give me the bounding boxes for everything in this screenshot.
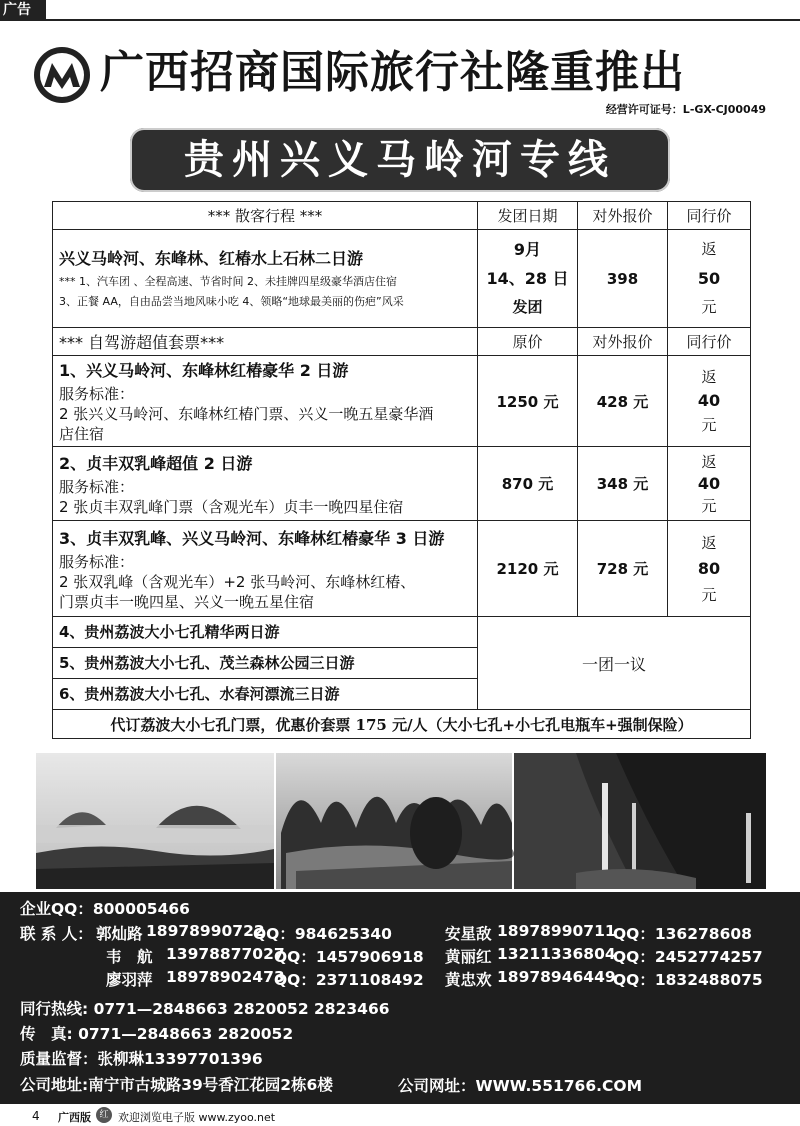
group-tour-price: 398 — [578, 230, 668, 328]
service-label: 服务标准： — [59, 385, 135, 403]
company-logo-icon — [32, 45, 92, 105]
edition-label: 广西版 — [58, 1111, 91, 1124]
package-title: 3、贞丰双乳峰、兴义马岭河、东峰林红椿豪华 3 日游 — [59, 528, 445, 548]
tour-price-table — [52, 201, 751, 739]
contact-name: 黄忠欢 — [445, 971, 492, 989]
contact-name: 韦 航 — [106, 948, 153, 966]
edition-badge-icon: 红 — [96, 1107, 112, 1123]
top-divider — [0, 19, 800, 21]
scenery-photo-strip — [36, 753, 766, 889]
package-peer-price — [668, 447, 751, 521]
route-banner: 贵州兴义马岭河专线 — [130, 128, 670, 192]
contact-phone: 13978877027 — [166, 945, 285, 963]
group-tour-row — [53, 230, 751, 328]
package-row — [53, 356, 751, 447]
service-line: 2 张双乳峰（含观光车）+2 张马岭河、东峰林红椿、 — [59, 572, 416, 591]
header-peer-price: 同行价 — [668, 328, 751, 356]
package-price: 428 元 — [578, 356, 668, 447]
quality-supervisor: 质量监督：张柳琳13397701396 — [20, 1050, 263, 1068]
package-peer-price — [668, 356, 751, 447]
group-tour-note: 3、正餐 AA，自由品尝当地风味小吃 4、领略“地球最美丽的伤疤”风采 — [59, 294, 404, 308]
contact-name: 黄丽红 — [445, 948, 492, 966]
negotiable-price: 一团一议 — [478, 617, 751, 710]
package-price: 348 元 — [578, 447, 668, 521]
group-tour-date — [478, 230, 578, 328]
header-public-price: 对外报价 — [578, 328, 668, 356]
contact-qq: QQ：1457906918 — [274, 948, 424, 966]
contact-phone: 13211336804 — [497, 945, 616, 963]
peer-line: 返 — [701, 368, 717, 386]
package-description — [53, 356, 478, 447]
contact-phone: 18978990711 — [497, 922, 616, 940]
headline: 广西招商国际旅行社隆重推出 — [100, 47, 685, 98]
date-line: 14、28 日 — [486, 269, 569, 288]
photo-karst-peaks — [36, 753, 274, 889]
service-label: 服务标准： — [59, 552, 135, 571]
contact-name: 郭灿路 — [96, 925, 143, 943]
peer-line: 元 — [701, 298, 717, 316]
extra-tour-title: 6、贵州荔波大小七孔、水春河漂流三日游 — [53, 679, 478, 710]
package-original-price: 870 元 — [478, 447, 578, 521]
header-departure-date: 发团日期 — [478, 202, 578, 230]
group-tour-note: *** 1、汽车团 、全程高速、节省时间 2、未挂牌四星级豪华酒店住宿 — [59, 274, 397, 288]
contact-qq: QQ：984625340 — [253, 925, 392, 943]
contact-phone: 18978946449 — [497, 968, 616, 986]
package-peer-price — [668, 521, 751, 617]
header-self-drive: *** 自驾游超值套票*** — [53, 328, 478, 356]
peer-hotline: 同行热线: 0771—2848663 2820052 2823466 — [20, 1000, 390, 1018]
peer-line: 40 — [697, 473, 721, 493]
ticket-offer-row — [53, 710, 751, 739]
header-group-itinerary: *** 散客行程 *** — [53, 202, 478, 230]
peer-line: 元 — [701, 496, 717, 515]
photo-peak-forest — [276, 753, 514, 889]
ad-label: 广告 — [0, 0, 46, 20]
peer-line: 元 — [701, 585, 717, 604]
group-tour-description — [53, 230, 478, 328]
company-address: 公司地址:南宁市古城路39号香江花园2栋6楼 — [20, 1076, 333, 1094]
peer-line: 返 — [701, 452, 717, 471]
service-line: 店住宿 — [59, 425, 105, 443]
company-website[interactable]: 公司网址：WWW.551766.COM — [398, 1077, 642, 1095]
header-public-price: 对外报价 — [578, 202, 668, 230]
site-slogan[interactable]: 欢迎浏览电子版 www.zyoo.net — [118, 1111, 276, 1124]
date-line: 发团 — [512, 298, 543, 316]
extra-tour-title: 4、贵州荔波大小七孔精华两日游 — [53, 617, 478, 648]
page-number: 4 — [32, 1109, 40, 1123]
contact-name: 廖羽萍 — [106, 971, 153, 989]
peer-line: 80 — [697, 558, 721, 578]
self-drive-header-row — [53, 328, 751, 356]
peer-line: 40 — [697, 391, 721, 410]
fax-number: 传 真: 0771—2848663 2820052 — [20, 1025, 294, 1043]
contact-qq: QQ：2371108492 — [274, 971, 424, 989]
ticket-offer-note: 代订荔波大小七孔门票，优惠价套票 175 元/人（大小七孔+小七孔电瓶车+强制保险） — [53, 710, 751, 739]
enterprise-qq: 企业QQ：800005466 — [20, 900, 190, 918]
contact-phone: 18978902473 — [166, 968, 285, 986]
header-peer-price: 同行价 — [668, 202, 751, 230]
contact-name: 安星敌 — [445, 925, 492, 943]
scenery-photos — [36, 753, 766, 889]
license-number: 经营许可证号：L-GX-CJ00049 — [605, 103, 766, 116]
peer-line: 元 — [701, 416, 717, 434]
group-tour-title: 兴义马岭河、东峰林、红椿水上石林二日游 — [59, 248, 364, 268]
service-line: 2 张贞丰双乳峰门票（含观光车）贞丰一晚四星住宿 — [59, 497, 404, 516]
package-description — [53, 447, 478, 521]
extra-tour-row — [53, 617, 751, 648]
contact-phone: 18978990722 — [146, 922, 265, 940]
contact-qq: QQ：2452774257 — [613, 948, 763, 966]
package-title: 2、贞丰双乳峰超值 2 日游 — [59, 453, 253, 473]
contact-qq: QQ：136278608 — [613, 925, 752, 943]
peer-line: 50 — [697, 269, 721, 288]
extra-tour-title: 5、贵州荔波大小七孔、茂兰森林公园三日游 — [53, 648, 478, 679]
package-row — [53, 521, 751, 617]
group-tour-peer-price — [668, 230, 751, 328]
package-original-price: 1250 元 — [478, 356, 578, 447]
package-original-price: 2120 元 — [478, 521, 578, 617]
package-row — [53, 447, 751, 521]
contacts-label: 联 系 人： — [20, 925, 93, 943]
service-label: 服务标准： — [59, 477, 135, 496]
page-footer — [0, 1104, 800, 1126]
header-original-price: 原价 — [478, 328, 578, 356]
peer-line: 返 — [701, 533, 717, 552]
contact-panel — [0, 892, 800, 1104]
package-price: 728 元 — [578, 521, 668, 617]
package-title: 1、兴义马岭河、东峰林红椿豪华 2 日游 — [59, 361, 349, 380]
service-line: 2 张兴义马岭河、东峰林红椿门票、兴义一晚五星豪华酒 — [59, 405, 434, 423]
date-line: 9月 — [513, 240, 542, 259]
contact-qq: QQ：1832488075 — [613, 971, 763, 989]
service-line: 门票贞丰一晚四星、兴义一晚五星住宿 — [59, 592, 315, 611]
peer-line: 返 — [701, 240, 717, 258]
package-description — [53, 521, 478, 617]
photo-canyon-waterfall — [514, 753, 766, 889]
group-header-row — [53, 202, 751, 230]
